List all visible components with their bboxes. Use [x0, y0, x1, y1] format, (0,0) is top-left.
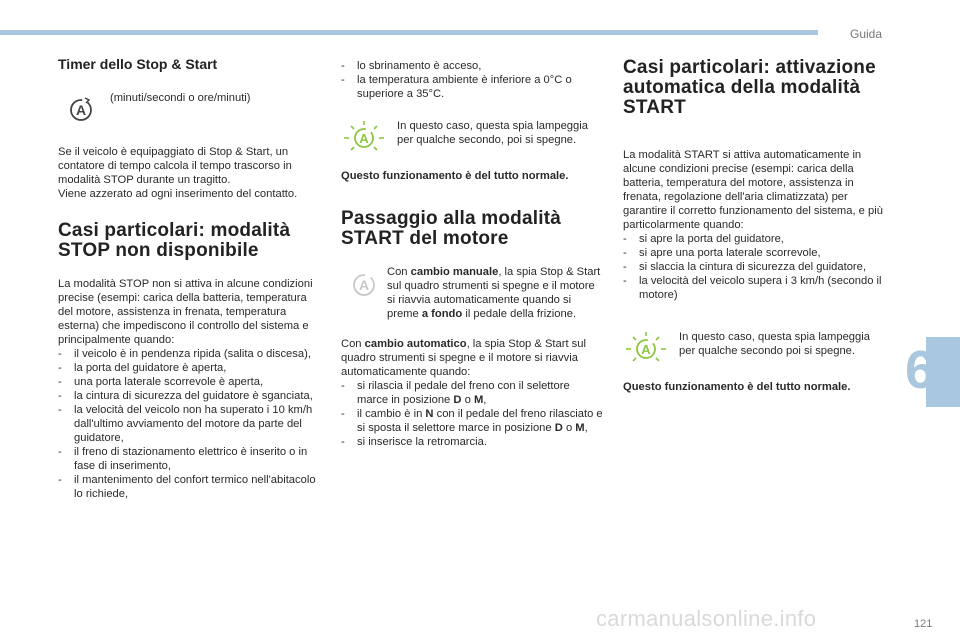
list-item — [623, 232, 885, 246]
list-item-text: una porta laterale scorrevole è aperta, — [74, 376, 264, 388]
timer-text: Se il veicolo è equipaggiato di Stop & Start, un contatore di tempo calcola il tempo trascorso in modalità STOP durante un tragitto. Viene azzerato ad ogni inserimento del contatto. — [58, 146, 298, 200]
start-condition-list — [623, 232, 885, 302]
chapter-number: 6 — [905, 340, 936, 400]
list-item-text: si rilascia il pedale del freno con il selettore marce in posizione D o M, — [357, 380, 570, 406]
blink-text-2: In questo caso, questa spia lampeggia per qualche secondo poi si spegne. — [679, 331, 870, 357]
list-dash: - — [58, 474, 62, 486]
auto-condition-list — [341, 379, 603, 449]
list-dash: - — [341, 60, 345, 72]
list-item — [58, 403, 320, 445]
blink-text: In questo caso, questa spia lampeggia per qualche secondo, poi si spegne. — [397, 120, 588, 146]
list-item-text: si inserisce la retromarcia. — [357, 436, 487, 448]
section-title: Guida — [850, 27, 883, 41]
start-mode-title: Passaggio alla modalità START del motore — [341, 208, 562, 249]
stop-intro: La modalità STOP non si attiva in alcune condizioni precise (esempi: carica della batteria, temperatura del motore, assistenza in frenata, temperatura esterna) che impediscono il controllo del sistema e principalmente quando: — [58, 278, 313, 346]
list-item-text: la porta del guidatore è aperta, — [74, 362, 227, 374]
stop-condition-list — [58, 347, 320, 501]
list-item — [58, 347, 320, 361]
list-item-text: si apre una porta laterale scorrevole, — [639, 247, 821, 259]
list-dash: - — [623, 247, 627, 259]
list-dash: - — [623, 261, 627, 273]
svg-text:A: A — [358, 277, 370, 293]
list-item-text: lo sbrinamento è acceso, — [357, 60, 482, 72]
list-item — [623, 274, 885, 302]
list-dash: - — [623, 275, 627, 287]
timer-title: Timer dello Stop & Start — [58, 56, 218, 72]
watermark: carmanualsonline.info — [596, 606, 817, 631]
stop-start-timer-icon — [58, 91, 104, 127]
list-dash: - — [623, 233, 627, 245]
svg-text:A: A — [641, 342, 651, 357]
manual-text: Con cambio manuale, la spia Stop & Start sul quadro strumenti si spegne e il motore si riavvia automaticamente quando si preme a fondo il pedale della frizione. — [387, 266, 601, 320]
list-item — [341, 73, 603, 101]
normal-text: Questo funzionamento è del tutto normale. — [341, 170, 569, 182]
blink-row-2 — [623, 330, 885, 366]
normal-text-2: Questo funzionamento è del tutto normale. — [623, 381, 851, 393]
continued-list — [341, 59, 603, 101]
list-item-text: il mantenimento del confort termico nell'abitacolo lo richiede, — [74, 474, 316, 500]
list-item-text: il freno di stazionamento elettrico è inserito o in fase di inserimento, — [74, 446, 308, 472]
list-item-text: si apre la porta del guidatore, — [639, 233, 784, 245]
list-item-text: si slaccia la cintura di sicurezza del guidatore, — [639, 261, 866, 273]
blink-row — [341, 119, 603, 155]
page-number: 121 — [914, 618, 933, 630]
auto-start-intro: La modalità START si attiva automaticamente in alcune condizioni precise (esempi: carica della batteria, temperatura del motore, assistenza in frenata, regolazione dell'aria climatizzata) per garantire il corretto funzionamento del sistema, e più particolarmente quando: — [623, 149, 883, 231]
header-bar — [0, 30, 818, 35]
list-item — [341, 379, 603, 407]
list-item — [58, 445, 320, 473]
list-item — [58, 375, 320, 389]
list-item — [623, 246, 885, 260]
auto-start-title: Casi particolari: attivazione automatica della modalità START — [623, 57, 876, 118]
list-item — [58, 389, 320, 403]
list-item — [58, 361, 320, 375]
stop-unavailable-title: Casi particolari: modalità STOP non disponibile — [58, 220, 291, 261]
column-3 — [623, 58, 885, 394]
list-dash: - — [58, 446, 62, 458]
stop-start-blinking-icon — [341, 119, 387, 155]
list-dash: - — [58, 390, 62, 402]
column-2 — [341, 59, 603, 449]
list-item — [623, 260, 885, 274]
timer-units: (minuti/secondi o ore/minuti) — [110, 92, 251, 104]
manual-row — [341, 265, 603, 321]
list-item — [341, 59, 603, 73]
list-dash: - — [341, 74, 345, 86]
list-dash: - — [58, 404, 62, 416]
list-item-text: la velocità del veicolo supera i 3 km/h (secondo il motore) — [639, 275, 882, 301]
list-dash: - — [58, 362, 62, 374]
list-item-text: la cintura di sicurezza del guidatore è sganciata, — [74, 390, 313, 402]
timer-row — [58, 91, 320, 127]
list-item-text: il cambio è in N con il pedale del freno rilasciato e si sposta il selettore marce in posizione D o M, — [357, 408, 603, 434]
auto-text: Con cambio automatico, la spia Stop & Start sul quadro strumenti si spegne e il motore si riavvia automaticamente quando: — [341, 338, 586, 378]
list-dash: - — [341, 436, 345, 448]
svg-text:A: A — [359, 131, 369, 146]
stop-start-blinking-icon — [623, 330, 669, 366]
list-item-text: la velocità del veicolo non ha superato i 10 km/h dall'ultimo avviamento del motore da parte del guidatore, — [74, 404, 313, 444]
list-item-text: la temperatura ambiente è inferiore a 0°C o superiore a 35°C. — [357, 74, 572, 100]
list-item — [58, 473, 320, 501]
column-1 — [58, 57, 320, 501]
list-dash: - — [341, 408, 345, 420]
list-dash: - — [341, 380, 345, 392]
list-item-text: il veicolo è in pendenza ripida (salita o discesa), — [74, 348, 311, 360]
list-item — [341, 435, 603, 449]
svg-text:A: A — [75, 102, 87, 118]
list-dash: - — [58, 376, 62, 388]
stop-start-off-icon — [341, 265, 387, 301]
list-dash: - — [58, 348, 62, 360]
list-item — [341, 407, 603, 435]
